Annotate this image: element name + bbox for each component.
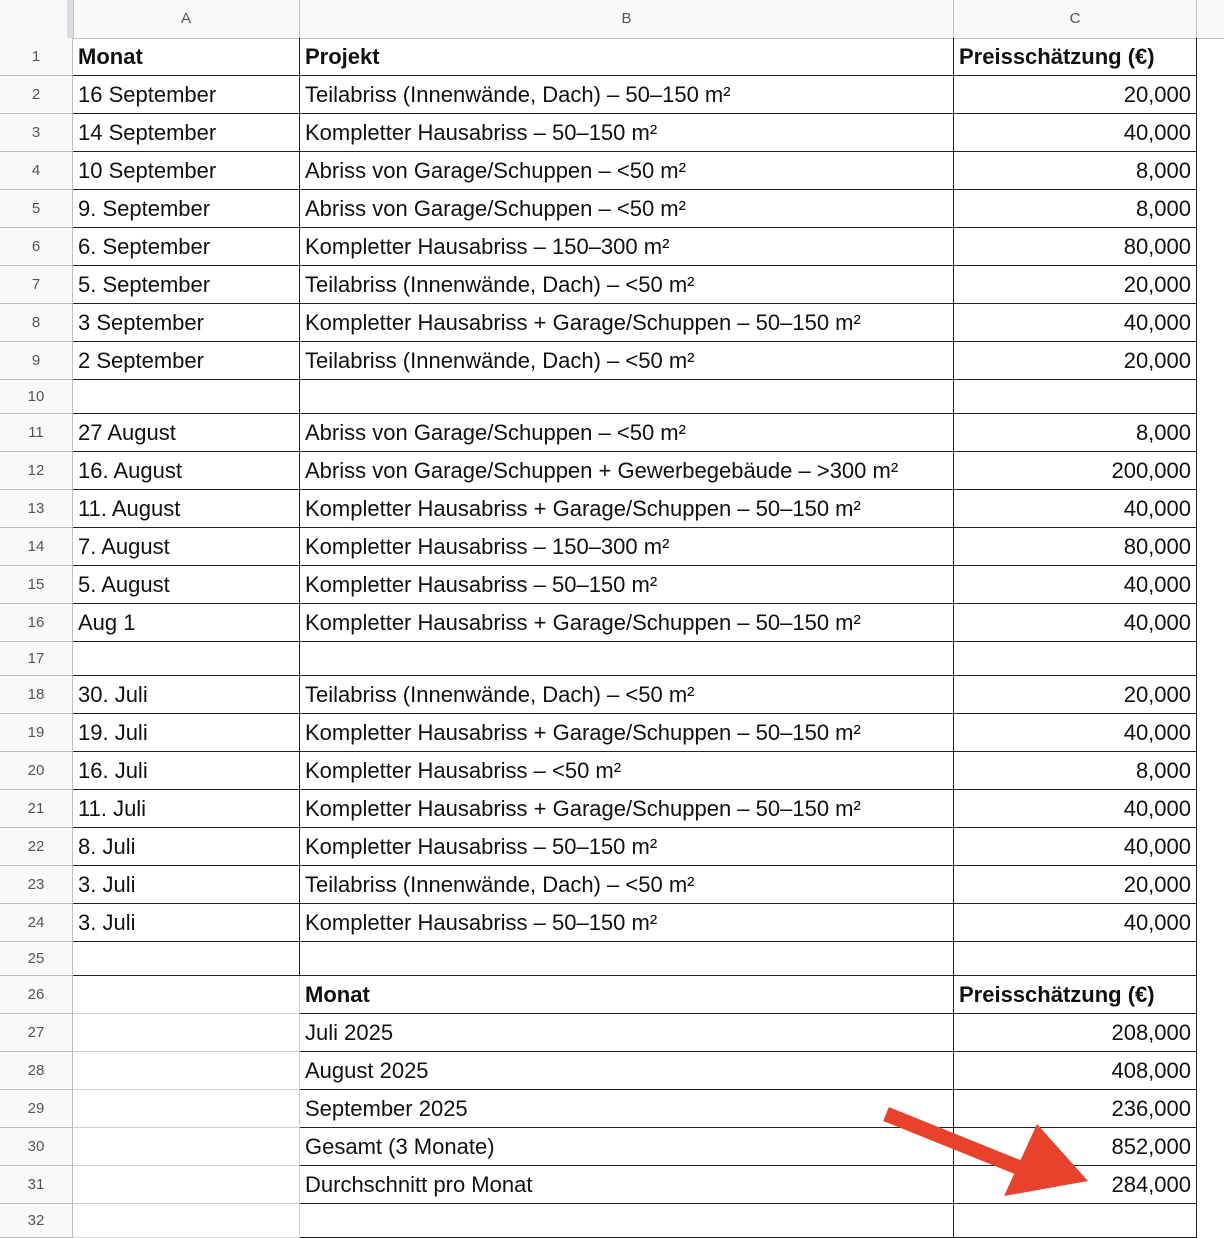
row-header[interactable]: 25 (0, 942, 73, 976)
cell-b18[interactable]: Teilabriss (Innenwände, Dach) – <50 m² (300, 676, 954, 714)
cell-a26[interactable] (73, 976, 300, 1014)
cell-a28[interactable] (73, 1052, 300, 1090)
cell-a7[interactable]: 5. September (73, 266, 300, 304)
cell-c21[interactable]: 40,000 (954, 790, 1197, 828)
cell-c25[interactable] (954, 942, 1197, 976)
cell-a15[interactable]: 5. August (73, 566, 300, 604)
cell-a16[interactable]: Aug 1 (73, 604, 300, 642)
cell-a29[interactable] (73, 1090, 300, 1128)
cell-b31[interactable]: Durchschnitt pro Monat (300, 1166, 954, 1204)
cell-b24[interactable]: Kompletter Hausabriss – 50–150 m² (300, 904, 954, 942)
cell-a13[interactable]: 11. August (73, 490, 300, 528)
cell-a18[interactable]: 30. Juli (73, 676, 300, 714)
row-header[interactable]: 6 (0, 228, 73, 266)
cell-c5[interactable]: 8,000 (954, 190, 1197, 228)
cell-a21[interactable]: 11. Juli (73, 790, 300, 828)
cell-b27[interactable]: Juli 2025 (300, 1014, 954, 1052)
cell-c29[interactable]: 236,000 (954, 1090, 1197, 1128)
cell-c10[interactable] (954, 380, 1197, 414)
cell-a12[interactable]: 16. August (73, 452, 300, 490)
column-header-c[interactable]: C (954, 0, 1197, 38)
row-header[interactable]: 10 (0, 380, 73, 414)
cell-c28[interactable]: 408,000 (954, 1052, 1197, 1090)
row-header[interactable]: 30 (0, 1128, 73, 1166)
row-header[interactable]: 14 (0, 528, 73, 566)
row-header[interactable]: 1 (0, 38, 73, 76)
cell-a27[interactable] (73, 1014, 300, 1052)
row-header[interactable]: 24 (0, 904, 73, 942)
cell-a8[interactable]: 3 September (73, 304, 300, 342)
column-header-b[interactable]: B (300, 0, 954, 38)
row-header[interactable]: 2 (0, 76, 73, 114)
row-header[interactable]: 16 (0, 604, 73, 642)
cell-c22[interactable]: 40,000 (954, 828, 1197, 866)
cell-b17[interactable] (300, 642, 954, 676)
cell-c26[interactable]: Preisschätzung (€) (954, 976, 1197, 1014)
cell-c2[interactable]: 20,000 (954, 76, 1197, 114)
row-header[interactable]: 7 (0, 266, 73, 304)
cell-b7[interactable]: Teilabriss (Innenwände, Dach) – <50 m² (300, 266, 954, 304)
cell-c11[interactable]: 8,000 (954, 414, 1197, 452)
row-header[interactable]: 27 (0, 1014, 73, 1052)
cell-c15[interactable]: 40,000 (954, 566, 1197, 604)
cell-a25[interactable] (73, 942, 300, 976)
row-header[interactable]: 15 (0, 566, 73, 604)
cell-c19[interactable]: 40,000 (954, 714, 1197, 752)
cell-b11[interactable]: Abriss von Garage/Schuppen – <50 m² (300, 414, 954, 452)
select-all-corner[interactable] (0, 0, 74, 38)
cell-c9[interactable]: 20,000 (954, 342, 1197, 380)
cell-a10[interactable] (73, 380, 300, 414)
cell-c6[interactable]: 80,000 (954, 228, 1197, 266)
cell-b10[interactable] (300, 380, 954, 414)
row-header[interactable]: 12 (0, 452, 73, 490)
cell-b32[interactable] (300, 1204, 954, 1238)
cell-c31[interactable]: 284,000 (954, 1166, 1197, 1204)
cell-c27[interactable]: 208,000 (954, 1014, 1197, 1052)
cell-c16[interactable]: 40,000 (954, 604, 1197, 642)
row-header[interactable]: 20 (0, 752, 73, 790)
row-header[interactable]: 32 (0, 1204, 73, 1238)
cell-a32[interactable] (73, 1204, 300, 1238)
cell-a14[interactable]: 7. August (73, 528, 300, 566)
cell-b29[interactable]: September 2025 (300, 1090, 954, 1128)
row-header[interactable]: 23 (0, 866, 73, 904)
cell-a22[interactable]: 8. Juli (73, 828, 300, 866)
cell-a23[interactable]: 3. Juli (73, 866, 300, 904)
cell-a2[interactable]: 16 September (73, 76, 300, 114)
cell-c20[interactable]: 8,000 (954, 752, 1197, 790)
row-header[interactable]: 18 (0, 676, 73, 714)
row-header[interactable]: 22 (0, 828, 73, 866)
cell-b3[interactable]: Kompletter Hausabriss – 50–150 m² (300, 114, 954, 152)
cell-c30[interactable]: 852,000 (954, 1128, 1197, 1166)
cell-b8[interactable]: Kompletter Hausabriss + Garage/Schuppen – 50–150 m² (300, 304, 954, 342)
cell-c32[interactable] (954, 1204, 1197, 1238)
cell-c17[interactable] (954, 642, 1197, 676)
row-header[interactable]: 9 (0, 342, 73, 380)
row-header[interactable]: 19 (0, 714, 73, 752)
cell-a17[interactable] (73, 642, 300, 676)
cell-b22[interactable]: Kompletter Hausabriss – 50–150 m² (300, 828, 954, 866)
cell-b6[interactable]: Kompletter Hausabriss – 150–300 m² (300, 228, 954, 266)
cell-b25[interactable] (300, 942, 954, 976)
cell-c4[interactable]: 8,000 (954, 152, 1197, 190)
cell-b5[interactable]: Abriss von Garage/Schuppen – <50 m² (300, 190, 954, 228)
cell-a30[interactable] (73, 1128, 300, 1166)
cell-b4[interactable]: Abriss von Garage/Schuppen – <50 m² (300, 152, 954, 190)
cell-a1[interactable]: Monat (73, 38, 300, 76)
cell-c14[interactable]: 80,000 (954, 528, 1197, 566)
row-header[interactable]: 31 (0, 1166, 73, 1204)
cell-a19[interactable]: 19. Juli (73, 714, 300, 752)
cell-a31[interactable] (73, 1166, 300, 1204)
cell-b9[interactable]: Teilabriss (Innenwände, Dach) – <50 m² (300, 342, 954, 380)
row-header[interactable]: 17 (0, 642, 73, 676)
row-header[interactable]: 21 (0, 790, 73, 828)
cell-b16[interactable]: Kompletter Hausabriss + Garage/Schuppen – 50–150 m² (300, 604, 954, 642)
cell-b19[interactable]: Kompletter Hausabriss + Garage/Schuppen – 50–150 m² (300, 714, 954, 752)
cell-c8[interactable]: 40,000 (954, 304, 1197, 342)
cell-c18[interactable]: 20,000 (954, 676, 1197, 714)
cell-c7[interactable]: 20,000 (954, 266, 1197, 304)
cell-b23[interactable]: Teilabriss (Innenwände, Dach) – <50 m² (300, 866, 954, 904)
cell-c13[interactable]: 40,000 (954, 490, 1197, 528)
cell-b15[interactable]: Kompletter Hausabriss – 50–150 m² (300, 566, 954, 604)
cell-a4[interactable]: 10 September (73, 152, 300, 190)
cell-b26[interactable]: Monat (300, 976, 954, 1014)
cell-b21[interactable]: Kompletter Hausabriss + Garage/Schuppen – 50–150 m² (300, 790, 954, 828)
cell-a24[interactable]: 3. Juli (73, 904, 300, 942)
row-header[interactable]: 28 (0, 1052, 73, 1090)
cell-a9[interactable]: 2 September (73, 342, 300, 380)
row-header[interactable]: 3 (0, 114, 73, 152)
row-header[interactable]: 5 (0, 190, 73, 228)
cell-b20[interactable]: Kompletter Hausabriss – <50 m² (300, 752, 954, 790)
cell-c24[interactable]: 40,000 (954, 904, 1197, 942)
cell-a5[interactable]: 9. September (73, 190, 300, 228)
cell-b30[interactable]: Gesamt (3 Monate) (300, 1128, 954, 1166)
cell-c1[interactable]: Preisschätzung (€) (954, 38, 1197, 76)
row-header[interactable]: 8 (0, 304, 73, 342)
cell-b2[interactable]: Teilabriss (Innenwände, Dach) – 50–150 m² (300, 76, 954, 114)
cell-c3[interactable]: 40,000 (954, 114, 1197, 152)
row-header[interactable]: 29 (0, 1090, 73, 1128)
row-header[interactable]: 13 (0, 490, 73, 528)
cell-a6[interactable]: 6. September (73, 228, 300, 266)
cell-b28[interactable]: August 2025 (300, 1052, 954, 1090)
cell-b14[interactable]: Kompletter Hausabriss – 150–300 m² (300, 528, 954, 566)
cell-a3[interactable]: 14 September (73, 114, 300, 152)
row-header[interactable]: 4 (0, 152, 73, 190)
cell-b13[interactable]: Kompletter Hausabriss + Garage/Schuppen – 50–150 m² (300, 490, 954, 528)
row-header[interactable]: 26 (0, 976, 73, 1014)
column-header-a[interactable]: A (73, 0, 300, 38)
cell-a20[interactable]: 16. Juli (73, 752, 300, 790)
cell-c23[interactable]: 20,000 (954, 866, 1197, 904)
cell-a11[interactable]: 27 August (73, 414, 300, 452)
cell-b12[interactable]: Abriss von Garage/Schuppen + Gewerbegebäude – >300 m² (300, 452, 954, 490)
row-header[interactable]: 11 (0, 414, 73, 452)
cell-b1[interactable]: Projekt (300, 38, 954, 76)
cell-c12[interactable]: 200,000 (954, 452, 1197, 490)
